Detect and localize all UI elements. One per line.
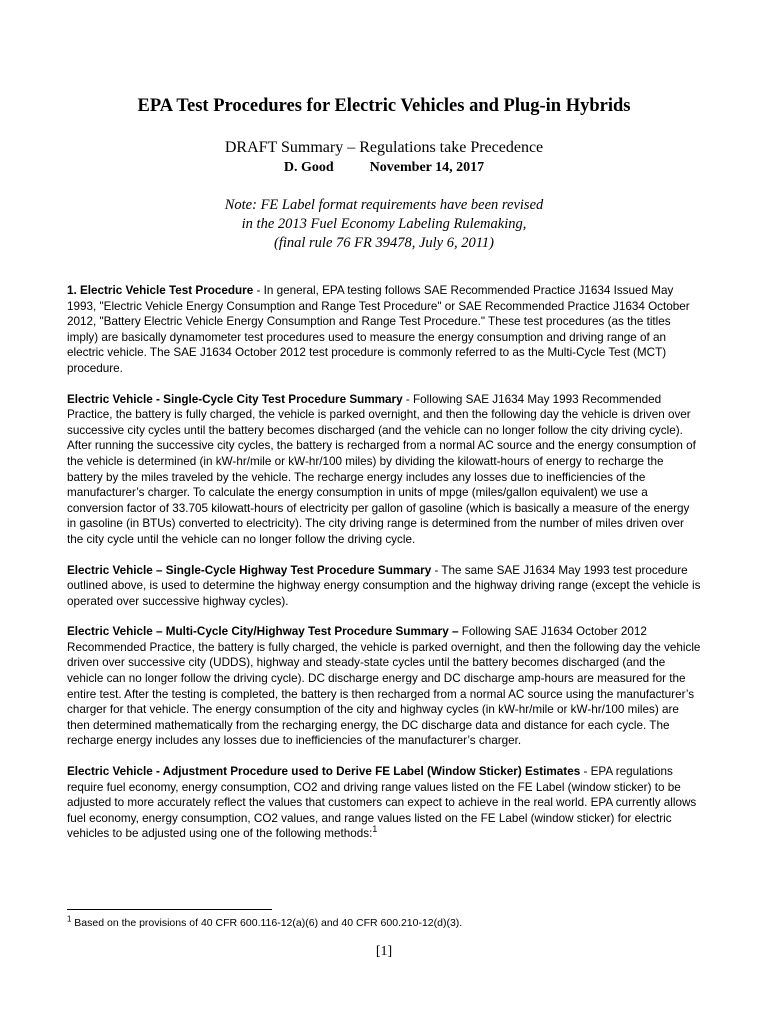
page-number: [1]: [375, 944, 393, 959]
revision-note: [0, 196, 768, 253]
section-heading: Electric Vehicle - Single-Cycle City Test Procedure Summary: [67, 392, 403, 406]
section-paragraph: [67, 624, 701, 749]
note-line: Note: FE Label format requirements have been revised: [224, 197, 544, 213]
heading-separator: -: [580, 765, 591, 779]
footnote-marker: 1: [67, 914, 72, 924]
author-date-line: [0, 159, 768, 177]
section-text: Following SAE J1634 May 1993 Recommended Practice, the battery is fully charged, the vehicle is parked overnight, and then the following day the vehicle is driven over successive city cycles until the battery becomes discharged (and the vehicle can no longer follow the city driving cycle). After running the successive city cycles, the battery is recharged from a normal AC source and the energy consumption of the vehicle is determined (in kW-hr/mile or kW-hr/100 miles) by dividing the kilowatt-hours of energy to recharge the battery by the miles traveled by the vehicle. The recharge energy includes any losses due to inefficiencies of the manufacturer’s charger. To calculate the energy consumption in units of mpge (miles/gallon equivalent) we use a conversion factor of 33.705 kilowatt-hours of electricity per gallon of gasoline (which is basically a measure of the energy in gasoline (in BTUs) converted to electricity). The city driving range is determined from the number of miles driven over the city cycle until the vehicle can no longer follow the driving cycle.: [67, 392, 696, 546]
section-text: EPA regulations require fuel economy, energy consumption, CO2 and driving range values listed on the FE Label (window sticker) to be adjusted to more accurately reflect the values that customers can expect to achieve in the real world. EPA currently allows fuel economy, energy consumption, CO2 values, and range values listed on the FE Label (window sticker) for electric vehicles to be adjusted using one of the following methods:: [67, 765, 697, 841]
document-body: [67, 283, 701, 857]
section-text: The same SAE J1634 May 1993 test procedure outlined above, is used to determine the highway energy consumption and the highway driving range (except the vehicle is operated over successive highway cycles).: [67, 563, 701, 608]
section-heading: Electric Vehicle – Single-Cycle Highway Test Procedure Summary: [67, 563, 432, 577]
footnote-separator: [67, 909, 272, 910]
section-text: In general, EPA testing follows SAE Recommended Practice J1634 Issued May 1993, "Electric Vehicle Energy Consumption and Range Test Procedure" or SAE Recommended Practice J1634 October 2012, "Battery Electric Vehicle Energy Consumption and Range Test Procedure." These test procedures (as the titles imply) are basically dynamometer test procedures used to measure the energy consumption and driving range of an electric vehicle. The SAE J1634 October 2012 test procedure is commonly referred to as the Multi-Cycle Test (MCT) procedure.: [67, 284, 690, 375]
section-heading: Electric Vehicle - Adjustment Procedure used to Derive FE Label (Window Sticker) Estimates: [67, 765, 581, 779]
heading-separator: -: [253, 284, 264, 297]
document-title: EPA Test Procedures for Electric Vehicles and Plug-in Hybrids: [137, 96, 631, 116]
footnote-reference[interactable]: 1: [372, 824, 378, 835]
note-line: (final rule 76 FR 39478, July 6, 2011): [273, 235, 494, 251]
section-heading: Electric Vehicle – Multi-Cycle City/Highway Test Procedure Summary –: [67, 625, 459, 639]
heading-separator: -: [431, 563, 442, 577]
section-text: Following SAE J1634 October 2012 Recommended Practice, the battery is fully charged, the vehicle is parked overnight, and then the following day the vehicle driven over successive city (UDDS), highway and steady-state cycles until the battery becomes discharged (and the vehicle can no longer follow the driving cycle). DC discharge energy and DC discharge amp-hours are measured for the entire test. After the testing is completed, the battery is then recharged from a normal AC source using the manufacturer’s charger for that vehicle. The energy consumption of the city and highway cycles (in kW-hr/mile or kW-hr/100 miles) are then determined mathematically from the recharging energy, the DC discharge data and distance for each cycle. The recharge energy includes any losses due to inefficiencies of the manufacturer’s charger.: [67, 625, 701, 748]
section-heading: 1. Electric Vehicle Test Procedure: [67, 284, 254, 297]
footnote-text: Based on the provisions of 40 CFR 600.116-12(a)(6) and 40 CFR 600.210-12(d)(3).: [71, 917, 463, 929]
section-paragraph: [67, 283, 701, 377]
section-paragraph: [67, 392, 701, 548]
section-paragraph: [67, 764, 701, 842]
footnote: [67, 916, 707, 930]
heading-separator: -: [402, 392, 413, 406]
document-subtitle: DRAFT Summary – Regulations take Precedence: [224, 139, 544, 156]
author-name: D. Good: [283, 160, 334, 175]
note-line: in the 2013 Fuel Economy Labeling Rulemaking,: [241, 216, 527, 232]
section-paragraph: [67, 563, 701, 610]
document-date: November 14, 2017: [369, 160, 485, 175]
